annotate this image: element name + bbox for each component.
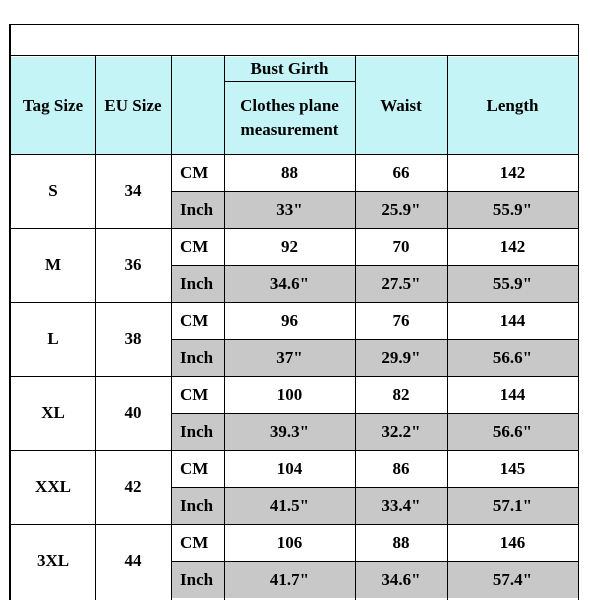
bust-cm-cell-value: 96 xyxy=(281,310,298,330)
length-inch-cell-value: 57.4" xyxy=(492,569,533,589)
length-cm-cell-value: 144 xyxy=(499,310,526,330)
waist-inch-cell-value: 32.2" xyxy=(381,421,421,441)
header-length-label: Length xyxy=(486,95,539,115)
unit-inch-cell-value: Inch xyxy=(180,347,214,367)
header-length xyxy=(447,57,578,154)
bust-inch-cell xyxy=(224,191,355,228)
header-tag-size-label: Tag Size xyxy=(22,95,84,115)
length-cm-cell-value: 144 xyxy=(499,384,526,404)
tag-size-cell-value: 3XL xyxy=(36,551,70,570)
bust-inch-cell-value: 39.3" xyxy=(269,421,310,441)
unit-inch-cell xyxy=(171,339,224,376)
length-inch-cell xyxy=(447,413,578,450)
half-row-separator xyxy=(171,265,578,266)
header-eu-size xyxy=(95,57,171,154)
waist-cm-cell xyxy=(355,228,447,265)
header-unit xyxy=(171,57,224,154)
length-inch-cell xyxy=(447,265,578,302)
unit-cm-cell xyxy=(171,228,224,265)
length-cm-cell xyxy=(447,228,578,265)
length-inch-cell-value: 55.9" xyxy=(492,273,533,293)
unit-cm-cell xyxy=(171,450,224,487)
length-inch-cell xyxy=(447,487,578,524)
length-inch-cell xyxy=(447,339,578,376)
length-cm-cell xyxy=(447,376,578,413)
header-waist-label: Waist xyxy=(380,95,422,115)
bust-inch-cell xyxy=(224,487,355,524)
bust-cm-cell xyxy=(224,228,355,265)
length-cm-cell-value: 145 xyxy=(499,458,526,478)
tag-size-cell-value: XXL xyxy=(35,477,71,496)
length-cm-cell-value: 146 xyxy=(499,532,526,552)
bust-cm-cell xyxy=(224,524,355,561)
unit-cm-cell-value: CM xyxy=(180,532,209,552)
length-inch-cell xyxy=(447,191,578,228)
unit-inch-cell-value: Inch xyxy=(180,273,214,293)
waist-inch-cell xyxy=(355,339,447,376)
tag-size-cell xyxy=(11,524,95,598)
waist-cm-cell xyxy=(355,302,447,339)
bust-cm-cell-value: 88 xyxy=(281,162,298,182)
header-eu-size-label: EU Size xyxy=(104,95,162,115)
bust-header-separator xyxy=(224,81,355,82)
waist-cm-cell-value: 86 xyxy=(392,458,410,478)
bust-inch-cell xyxy=(224,339,355,376)
bust-cm-cell xyxy=(224,376,355,413)
eu-size-cell xyxy=(95,228,171,302)
half-row-separator xyxy=(171,413,578,414)
length-inch-cell-value: 56.6" xyxy=(492,347,533,367)
tag-size-cell-value: XL xyxy=(41,403,65,422)
unit-inch-cell xyxy=(171,487,224,524)
waist-cm-cell xyxy=(355,154,447,191)
bust-cm-cell-value: 104 xyxy=(276,458,303,478)
tag-size-cell xyxy=(11,228,95,302)
table-border-right xyxy=(578,24,579,600)
waist-inch-cell xyxy=(355,191,447,228)
unit-inch-cell xyxy=(171,265,224,302)
length-inch-cell-value: 56.6" xyxy=(492,421,533,441)
waist-cm-cell xyxy=(355,450,447,487)
unit-cm-cell-value: CM xyxy=(180,236,209,256)
half-row-separator xyxy=(171,487,578,488)
column-separator xyxy=(224,55,225,600)
length-cm-cell-value: 142 xyxy=(499,162,526,182)
bust-cm-cell-value: 100 xyxy=(276,384,303,404)
eu-size-cell-value: 40 xyxy=(124,403,142,422)
half-row-separator xyxy=(171,339,578,340)
unit-inch-cell xyxy=(171,561,224,598)
unit-inch-cell xyxy=(171,413,224,450)
unit-cm-cell-value: CM xyxy=(180,458,209,478)
length-cm-cell-value: 142 xyxy=(499,236,526,256)
table-border-left xyxy=(9,24,11,600)
eu-size-cell-value: 42 xyxy=(124,477,142,496)
waist-inch-cell xyxy=(355,487,447,524)
bust-cm-cell xyxy=(224,154,355,191)
table-border-top xyxy=(9,24,579,25)
bust-cm-cell xyxy=(224,302,355,339)
header-bust-bottom xyxy=(224,81,355,154)
tag-size-cell xyxy=(11,450,95,524)
header-waist xyxy=(355,57,447,154)
length-cm-cell xyxy=(447,450,578,487)
unit-cm-cell xyxy=(171,376,224,413)
length-cm-cell xyxy=(447,524,578,561)
half-row-separator xyxy=(171,191,578,192)
waist-inch-cell-value: 29.9" xyxy=(381,347,421,367)
tag-size-cell-value: S xyxy=(48,181,58,200)
eu-size-cell-value: 44 xyxy=(124,551,142,570)
length-inch-cell-value: 57.1" xyxy=(492,495,533,515)
length-inch-cell-value: 55.9" xyxy=(492,199,533,219)
tag-size-cell-value: L xyxy=(47,329,59,348)
eu-size-cell-value: 34 xyxy=(124,181,142,200)
eu-size-cell xyxy=(95,154,171,228)
half-row-separator xyxy=(171,561,578,562)
column-separator xyxy=(171,55,172,600)
unit-cm-cell xyxy=(171,154,224,191)
length-cm-cell xyxy=(447,154,578,191)
unit-inch-cell-value: Inch xyxy=(180,569,214,589)
length-cm-cell xyxy=(447,302,578,339)
bust-inch-cell-value: 41.5" xyxy=(269,495,310,515)
waist-inch-cell xyxy=(355,561,447,598)
column-separator xyxy=(355,55,356,600)
waist-cm-cell-value: 82 xyxy=(392,384,410,404)
unit-inch-cell-value: Inch xyxy=(180,421,214,441)
tag-size-cell xyxy=(11,302,95,376)
waist-cm-cell-value: 76 xyxy=(392,310,410,330)
unit-inch-cell-value: Inch xyxy=(180,495,214,515)
header-bust-bottom-label: Clothes plane measurement xyxy=(240,95,339,139)
unit-inch-cell xyxy=(171,191,224,228)
tag-size-cell xyxy=(11,154,95,228)
bust-inch-cell-value: 41.7" xyxy=(269,569,310,589)
eu-size-cell xyxy=(95,450,171,524)
header-bust-top xyxy=(224,57,355,81)
eu-size-cell-value: 38 xyxy=(124,329,142,348)
bust-inch-cell-value: 33" xyxy=(276,199,303,219)
unit-cm-cell-value: CM xyxy=(180,310,209,330)
bust-cm-cell-value: 106 xyxy=(276,532,303,552)
waist-inch-cell-value: 25.9" xyxy=(381,199,421,219)
column-separator xyxy=(95,55,96,600)
eu-size-cell xyxy=(95,376,171,450)
header-tag-size xyxy=(11,57,95,154)
unit-cm-cell-value: CM xyxy=(180,162,209,182)
bust-inch-cell-value: 37" xyxy=(276,347,303,367)
eu-size-cell xyxy=(95,524,171,598)
waist-cm-cell xyxy=(355,376,447,413)
bust-inch-cell xyxy=(224,561,355,598)
waist-inch-cell xyxy=(355,265,447,302)
eu-size-cell xyxy=(95,302,171,376)
column-separator xyxy=(447,55,448,600)
waist-inch-cell-value: 27.5" xyxy=(381,273,421,293)
bust-inch-cell xyxy=(224,413,355,450)
bust-inch-cell-value: 34.6" xyxy=(269,273,310,293)
unit-cm-cell xyxy=(171,302,224,339)
waist-cm-cell-value: 66 xyxy=(392,162,410,182)
unit-cm-cell xyxy=(171,524,224,561)
header-bust-top-label: Bust Girth xyxy=(250,59,329,78)
waist-inch-cell-value: 34.6" xyxy=(381,569,421,589)
length-inch-cell xyxy=(447,561,578,598)
waist-cm-cell-value: 88 xyxy=(392,532,410,552)
bust-cm-cell-value: 92 xyxy=(281,236,298,256)
tag-size-cell-value: M xyxy=(44,255,62,274)
unit-cm-cell-value: CM xyxy=(180,384,209,404)
waist-inch-cell xyxy=(355,413,447,450)
tag-size-cell xyxy=(11,376,95,450)
waist-inch-cell-value: 33.4" xyxy=(381,495,421,515)
bust-cm-cell xyxy=(224,450,355,487)
waist-cm-cell xyxy=(355,524,447,561)
unit-inch-cell-value: Inch xyxy=(180,199,214,219)
eu-size-cell-value: 36 xyxy=(124,255,142,274)
bust-inch-cell xyxy=(224,265,355,302)
waist-cm-cell-value: 70 xyxy=(392,236,410,256)
